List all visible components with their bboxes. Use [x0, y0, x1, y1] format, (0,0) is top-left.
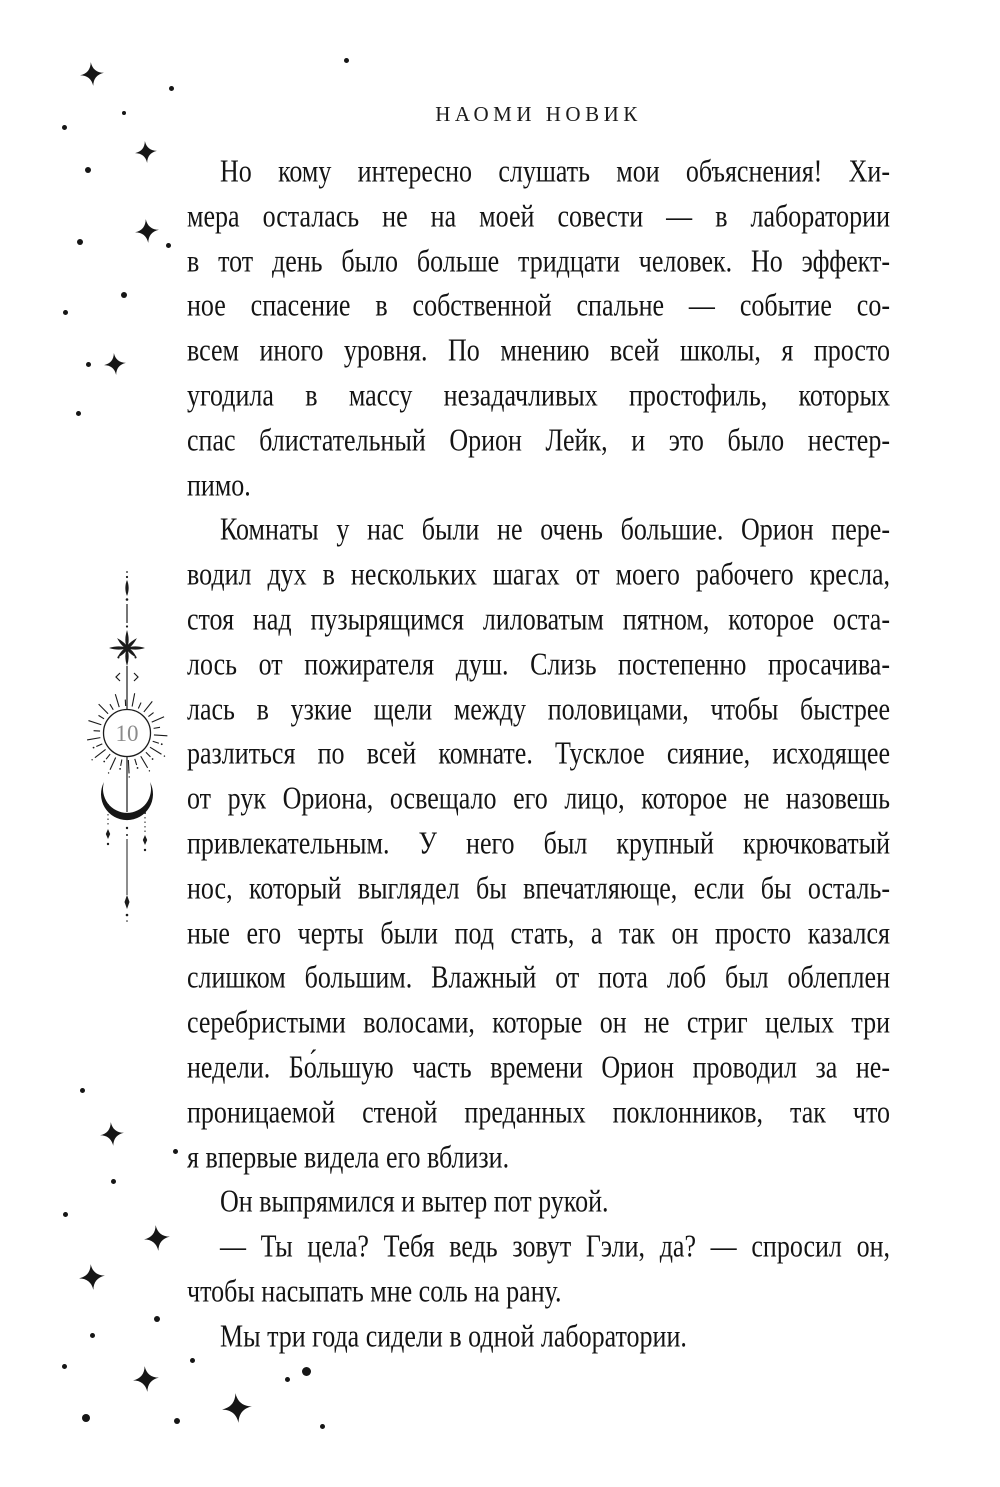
text-line: пимо. — [187, 467, 251, 503]
text-line: мера осталась не на моей совести — в лаборатории — [187, 198, 890, 234]
dot-icon — [169, 86, 174, 91]
text-line: нос, который выглядел бы впечатляюще, если бы осталь- — [187, 870, 890, 906]
text-line: Он выпрямился и вытер пот рукой. — [220, 1183, 609, 1220]
dot-icon — [173, 1149, 178, 1154]
sparkle-icon — [99, 1121, 125, 1147]
dot-icon — [285, 1377, 290, 1382]
text-line: Комнаты у нас были не очень большие. Орион пере- — [220, 511, 890, 548]
page-number: 10 — [115, 721, 139, 746]
dot-icon — [62, 1364, 67, 1369]
text-line: привлекательным. У него был крупный крючковатый — [187, 825, 890, 861]
text-line: всем иного уровня. По мнению всей школы, я просто — [187, 332, 890, 369]
star-burst-icon — [109, 630, 145, 666]
sparkle-icon — [79, 61, 105, 87]
dot-icon — [76, 411, 81, 416]
text-line: проницаемой стеной преданных поклонников, так что — [187, 1094, 890, 1130]
text-line: разлиться по всей комнате. Тусклое сияние, исходящее — [187, 735, 890, 772]
text-line: спас блистательный Орион Лейк, и это было нестер- — [187, 422, 890, 458]
text-line: лось от пожирателя душ. Слизь постепенно просачива- — [187, 646, 890, 682]
text-line: — Ты цела? Тебя ведь зовут Гэли, да? — спросил он, — [220, 1228, 890, 1265]
dot-icon — [63, 310, 68, 315]
dot-icon — [77, 239, 83, 245]
sparkle-icon — [221, 1392, 254, 1425]
celestial-ornament — [77, 565, 177, 940]
text-line: водил дух в нескольких шагах от моего рабочего кресла, — [187, 556, 890, 593]
text-line: в тот день было больше тридцати человек. Но эффект- — [187, 243, 890, 279]
dot-icon — [63, 1212, 68, 1217]
sparkle-icon — [134, 218, 160, 244]
dot-icon — [82, 1414, 90, 1422]
text-line: от рук Ориона, освещало его лицо, которое не назовешь — [187, 780, 890, 817]
text-line: недели. Бо́льшую часть времени Орион проводил за не- — [187, 1049, 890, 1085]
text-line: Но кому интересно слушать мои объяснения! Хи- — [220, 153, 890, 189]
dot-icon — [302, 1367, 311, 1376]
text-line: Мы три года сидели в одной лаборатории. — [220, 1318, 687, 1354]
text-line: чтобы насыпать мне соль на рану. — [187, 1273, 562, 1309]
dot-icon — [166, 243, 171, 248]
sparkle-icon — [132, 1365, 161, 1394]
sparkle-icon — [143, 1224, 172, 1253]
text-line: серебристыми волосами, которые он не стриг целых три — [187, 1004, 890, 1041]
ornament-top-finial — [125, 571, 128, 628]
dot-icon — [111, 1179, 116, 1184]
dot-icon — [154, 1316, 160, 1322]
text-line: я впервые видела его вблизи. — [187, 1139, 510, 1175]
sparkle-icon — [78, 1263, 107, 1292]
dot-icon — [122, 111, 126, 115]
sparkle-icon — [134, 140, 158, 164]
text-line: слишком большим. Влажный от пота лоб был облеплен — [187, 959, 890, 996]
dot-icon — [62, 125, 67, 130]
text-line: угодила в массу незадачливых простофиль, которых — [187, 377, 890, 413]
text-line: ные его черты были под стать, а так он просто казался — [187, 915, 890, 951]
dot-icon — [80, 1088, 85, 1093]
sparkle-icon — [103, 352, 127, 376]
dot-icon — [174, 1418, 180, 1424]
hanging-strands — [106, 804, 147, 922]
dot-icon — [121, 292, 127, 298]
text-line: ное спасение в собственной спальне — событие со- — [187, 288, 890, 324]
dot-icon — [320, 1424, 325, 1429]
text-block — [187, 150, 890, 1360]
dot-icon — [344, 58, 349, 63]
text-line: лась в узкие щели между половицами, чтобы быстрее — [187, 691, 890, 727]
dot-icon — [90, 1333, 95, 1338]
text-line: стоя над пузырящимся лиловатым пятном, которое оста- — [187, 601, 890, 637]
running-header: НАОМИ НОВИК — [435, 102, 642, 126]
dot-icon — [85, 167, 91, 173]
dot-icon — [86, 362, 91, 367]
